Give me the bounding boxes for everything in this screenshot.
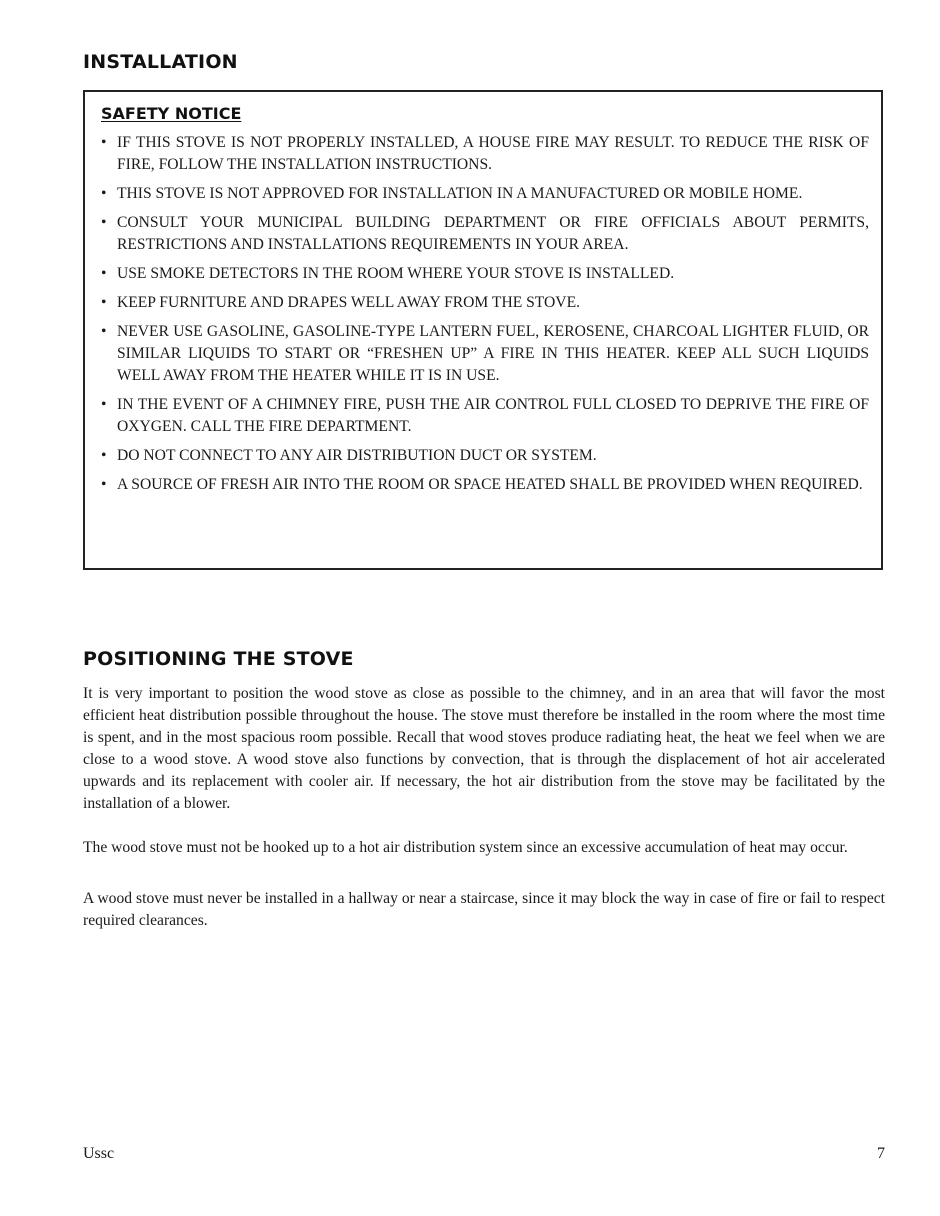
positioning-paragraph: It is very important to position the wood stove as close as possible to the chimney, and in an area that will favor the most efficient heat distribution possible throughout the house. The stove must therefore be installed in the room where the most time is spent, and in the most spacious room possible. Recall that wood stoves produce radiating heat, the heat we feel when we are close to a wood stove. A wood stove also functions by convection, that is through the displacement of hot air accelerated upwards and its replacement with cooler air. If necessary, the hot air distribution from the stove may be facilitated by the installation of a blower. bbox=[83, 685, 885, 812]
safety-notice-item bbox=[101, 321, 869, 387]
positioning-heading: POSITIONING THE STOVE bbox=[83, 648, 354, 670]
positioning-paragraph: The wood stove must not be hooked up to a hot air distribution system since an excessive accumulation of heat may occur. bbox=[83, 839, 848, 856]
safety-notice-item bbox=[101, 445, 869, 467]
safety-notice-item-text: CONSULT YOUR MUNICIPAL BUILDING DEPARTMENT OR FIRE OFFICIALS ABOUT PERMITS, RESTRICTIONS AND INSTALLATIONS REQUIREMENTS IN YOUR AREA. bbox=[117, 214, 869, 253]
safety-notice-list bbox=[101, 132, 869, 503]
bullet-icon: • bbox=[101, 323, 107, 340]
safety-notice-title: SAFETY NOTICE bbox=[101, 104, 242, 123]
bullet-icon: • bbox=[101, 476, 107, 493]
bullet-icon: • bbox=[101, 265, 107, 282]
page-number: 7 bbox=[877, 1145, 885, 1162]
positioning-paragraph: A wood stove must never be installed in a hallway or near a staircase, since it may block the way in case of fire or fail to respect required clearances. bbox=[83, 890, 885, 929]
installation-heading: INSTALLATION bbox=[83, 51, 238, 73]
bullet-icon: • bbox=[101, 185, 107, 202]
safety-notice-item-text: THIS STOVE IS NOT APPROVED FOR INSTALLATION IN A MANUFACTURED OR MOBILE HOME. bbox=[117, 185, 803, 202]
safety-notice-item-text: DO NOT CONNECT TO ANY AIR DISTRIBUTION DUCT OR SYSTEM. bbox=[117, 447, 597, 464]
safety-notice-item bbox=[101, 183, 869, 205]
safety-notice-item-text: USE SMOKE DETECTORS IN THE ROOM WHERE YOUR STOVE IS INSTALLED. bbox=[117, 265, 675, 282]
safety-notice-item bbox=[101, 263, 869, 285]
bullet-icon: • bbox=[101, 447, 107, 464]
footer-brand: Ussc bbox=[83, 1145, 115, 1162]
bullet-icon: • bbox=[101, 294, 107, 311]
safety-notice-item-text: A SOURCE OF FRESH AIR INTO THE ROOM OR SPACE HEATED SHALL BE PROVIDED WHEN REQUIRED. bbox=[117, 476, 863, 493]
safety-notice-item-text: KEEP FURNITURE AND DRAPES WELL AWAY FROM THE STOVE. bbox=[117, 294, 580, 311]
bullet-icon: • bbox=[101, 396, 107, 413]
safety-notice-item bbox=[101, 474, 869, 496]
safety-notice-item bbox=[101, 212, 869, 256]
safety-notice-item-text: IF THIS STOVE IS NOT PROPERLY INSTALLED, A HOUSE FIRE MAY RESULT. TO REDUCE THE RISK OF FIRE, FOLLOW THE INSTALLATION INSTRUCTIONS. bbox=[117, 134, 869, 173]
bullet-icon: • bbox=[101, 134, 107, 151]
safety-notice-item-text: NEVER USE GASOLINE, GASOLINE-TYPE LANTERN FUEL, KEROSENE, CHARCOAL LIGHTER FLUID, OR SIMILAR LIQUIDS TO START OR “FRESHEN UP” A FIRE IN THIS HEATER. KEEP ALL SUCH LIQUIDS WELL AWAY FROM THE HEATER WHILE IT IS IN USE. bbox=[117, 323, 869, 384]
safety-notice-item bbox=[101, 394, 869, 438]
safety-notice-item-text: IN THE EVENT OF A CHIMNEY FIRE, PUSH THE AIR CONTROL FULL CLOSED TO DEPRIVE THE FIRE OF OXYGEN. CALL THE FIRE DEPARTMENT. bbox=[117, 396, 869, 435]
safety-notice-box bbox=[83, 90, 883, 570]
bullet-icon: • bbox=[101, 214, 107, 231]
safety-notice-item bbox=[101, 132, 869, 176]
safety-notice-item bbox=[101, 292, 869, 314]
